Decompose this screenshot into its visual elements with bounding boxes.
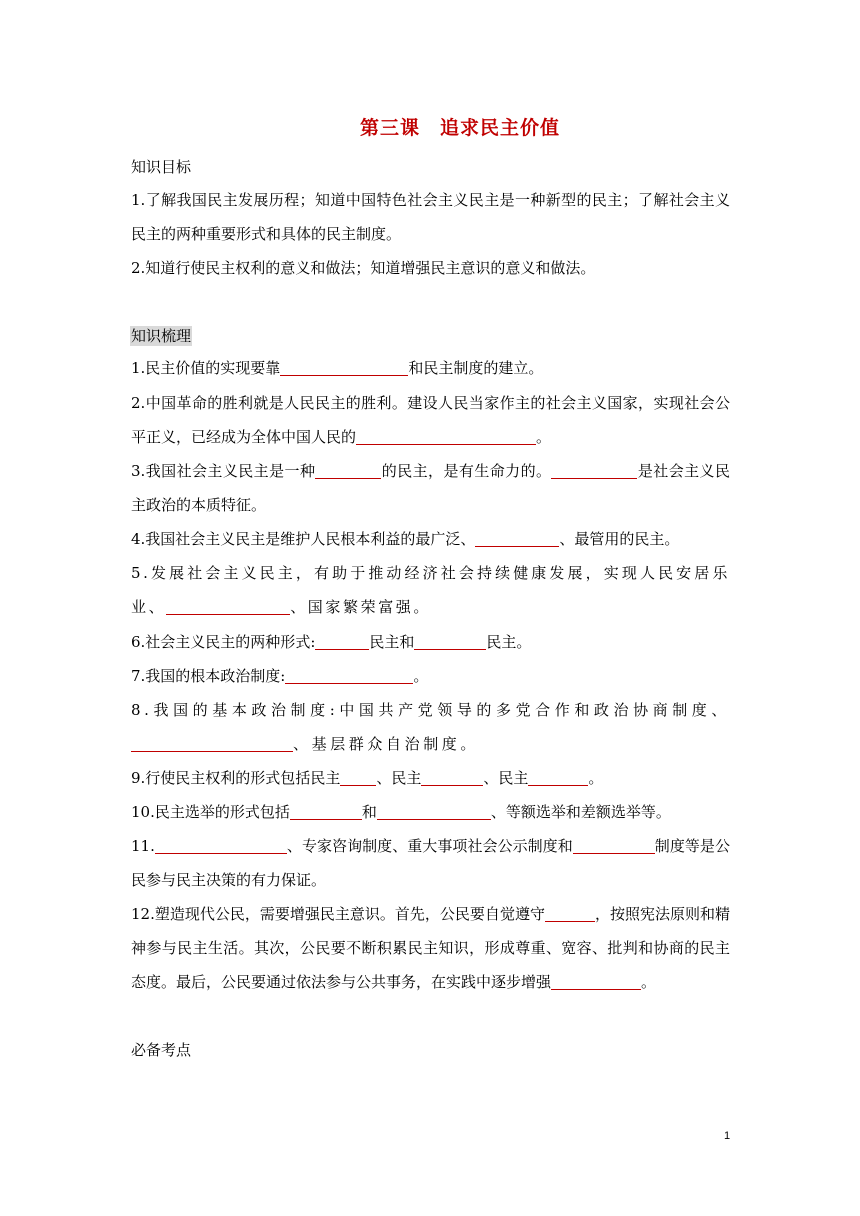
fill-blank[interactable] (421, 770, 483, 786)
fill-blank[interactable] (315, 634, 369, 650)
item-text: 、基层群众自治制度。 (293, 735, 480, 754)
fill-blank[interactable] (356, 429, 536, 445)
outline-item-11 (131, 829, 730, 897)
outline-item-1 (131, 351, 730, 385)
fill-blank[interactable] (285, 668, 413, 684)
outline-item-5 (131, 556, 730, 624)
fill-blank[interactable] (340, 770, 376, 786)
fill-blank[interactable] (545, 906, 595, 922)
item-text: 9.行使民主权利的形式包括民主 (131, 769, 341, 787)
outline-item-2 (131, 386, 730, 454)
item-text: 8.我国的基本政治制度:中国共产党领导的多党合作和政治协商制度、 (131, 701, 730, 719)
item-text: 、民主 (483, 769, 529, 787)
outline-item-12 (131, 897, 730, 1000)
item-text: 。 (413, 667, 429, 685)
fill-blank[interactable] (290, 804, 362, 820)
item-text: 6.社会主义民主的两种形式: (131, 633, 316, 651)
item-text: 2.中国革命的胜利就是人民民主的胜利。建设人民当家作主的社会主义国家，实现社会公平正义，已经成为全体中国人民的 (131, 394, 730, 447)
item-text: 和民主制度的建立。 (408, 359, 544, 377)
item-text: 5.发展社会主义民主，有助于推动经济社会持续健康发展，实现人民安居乐业、 (131, 564, 730, 617)
item-text: 7.我国的根本政治制度: (131, 667, 286, 685)
outline-item-9 (131, 761, 730, 795)
item-text: 民主。 (486, 633, 532, 651)
fill-blank[interactable] (475, 531, 559, 547)
item-text: 1.民主价值的实现要靠 (131, 359, 281, 377)
item-text: ，按照宪法原则和精神参与民主生活。其次，公民要不断积累民主知识，形成尊重、宽容、批判和协商的民主态度。最后，公民要通过依法参与公共事务，在实践中逐步增强 (131, 905, 730, 992)
objective-2: 2.知道行使民主权利的意义和做法；知道增强民主意识的意义和做法。 (131, 259, 596, 277)
fill-blank[interactable] (280, 360, 408, 376)
page-number: 1 (724, 1130, 731, 1142)
item-text: 的民主，是有生命力的。 (381, 462, 552, 480)
item-text: 、国家繁荣富强。 (290, 598, 432, 617)
item-text: 制度等是公民参与民主决策的有力保证。 (131, 837, 730, 890)
fill-blank[interactable] (315, 463, 381, 479)
page-title: 第三课 追求民主价值 (359, 117, 560, 139)
item-text: 11. (131, 837, 155, 855)
item-text: 、最管用的民主。 (559, 530, 680, 548)
item-text: 、专家咨询制度、重大事项社会公示制度和 (286, 837, 573, 855)
outline-item-4 (131, 522, 730, 556)
fill-blank[interactable] (131, 736, 293, 752)
outline-item-7 (131, 659, 730, 693)
fill-blank[interactable] (377, 804, 491, 820)
fill-blank[interactable] (166, 599, 290, 615)
outline-item-6 (131, 625, 730, 659)
item-text: 。 (588, 769, 604, 787)
outline-heading: 知识梳理 (131, 327, 192, 345)
item-text: 4.我国社会主义民主是维护人民根本利益的最广泛、 (131, 530, 476, 548)
outline-item-3 (131, 454, 730, 522)
item-text: 是社会主义民主政治的本质特征。 (131, 462, 730, 515)
item-text: 。 (641, 973, 657, 992)
fill-blank[interactable] (155, 838, 287, 854)
objective-1: 1.了解我国民主发展历程；知道中国特色社会主义民主是一种新型的民主；了解社会主义民主的两种重要形式和具体的民主制度。 (131, 191, 730, 244)
fill-blank[interactable] (573, 838, 655, 854)
item-text: 和 (361, 803, 377, 821)
item-text: 12.塑造现代公民，需要增强民主意识。首先，公民要自觉遵守 (131, 905, 545, 923)
objectives-heading: 知识目标 (131, 158, 192, 176)
item-text: 3.我国社会主义民主是一种 (131, 462, 316, 480)
fill-blank[interactable] (414, 634, 486, 650)
item-text: 。 (536, 428, 552, 447)
outline-item-8 (131, 693, 730, 761)
item-text: 民主和 (369, 633, 415, 651)
item-text: 、民主 (376, 769, 422, 787)
fill-blank[interactable] (551, 463, 637, 479)
item-text: 10.民主选举的形式包括 (131, 803, 290, 821)
exam-points-heading: 必备考点 (131, 1041, 192, 1059)
item-text: 、等额选举和差额选举等。 (490, 803, 671, 821)
fill-blank[interactable] (528, 770, 588, 786)
fill-blank[interactable] (551, 974, 641, 990)
outline-item-10 (131, 795, 730, 829)
